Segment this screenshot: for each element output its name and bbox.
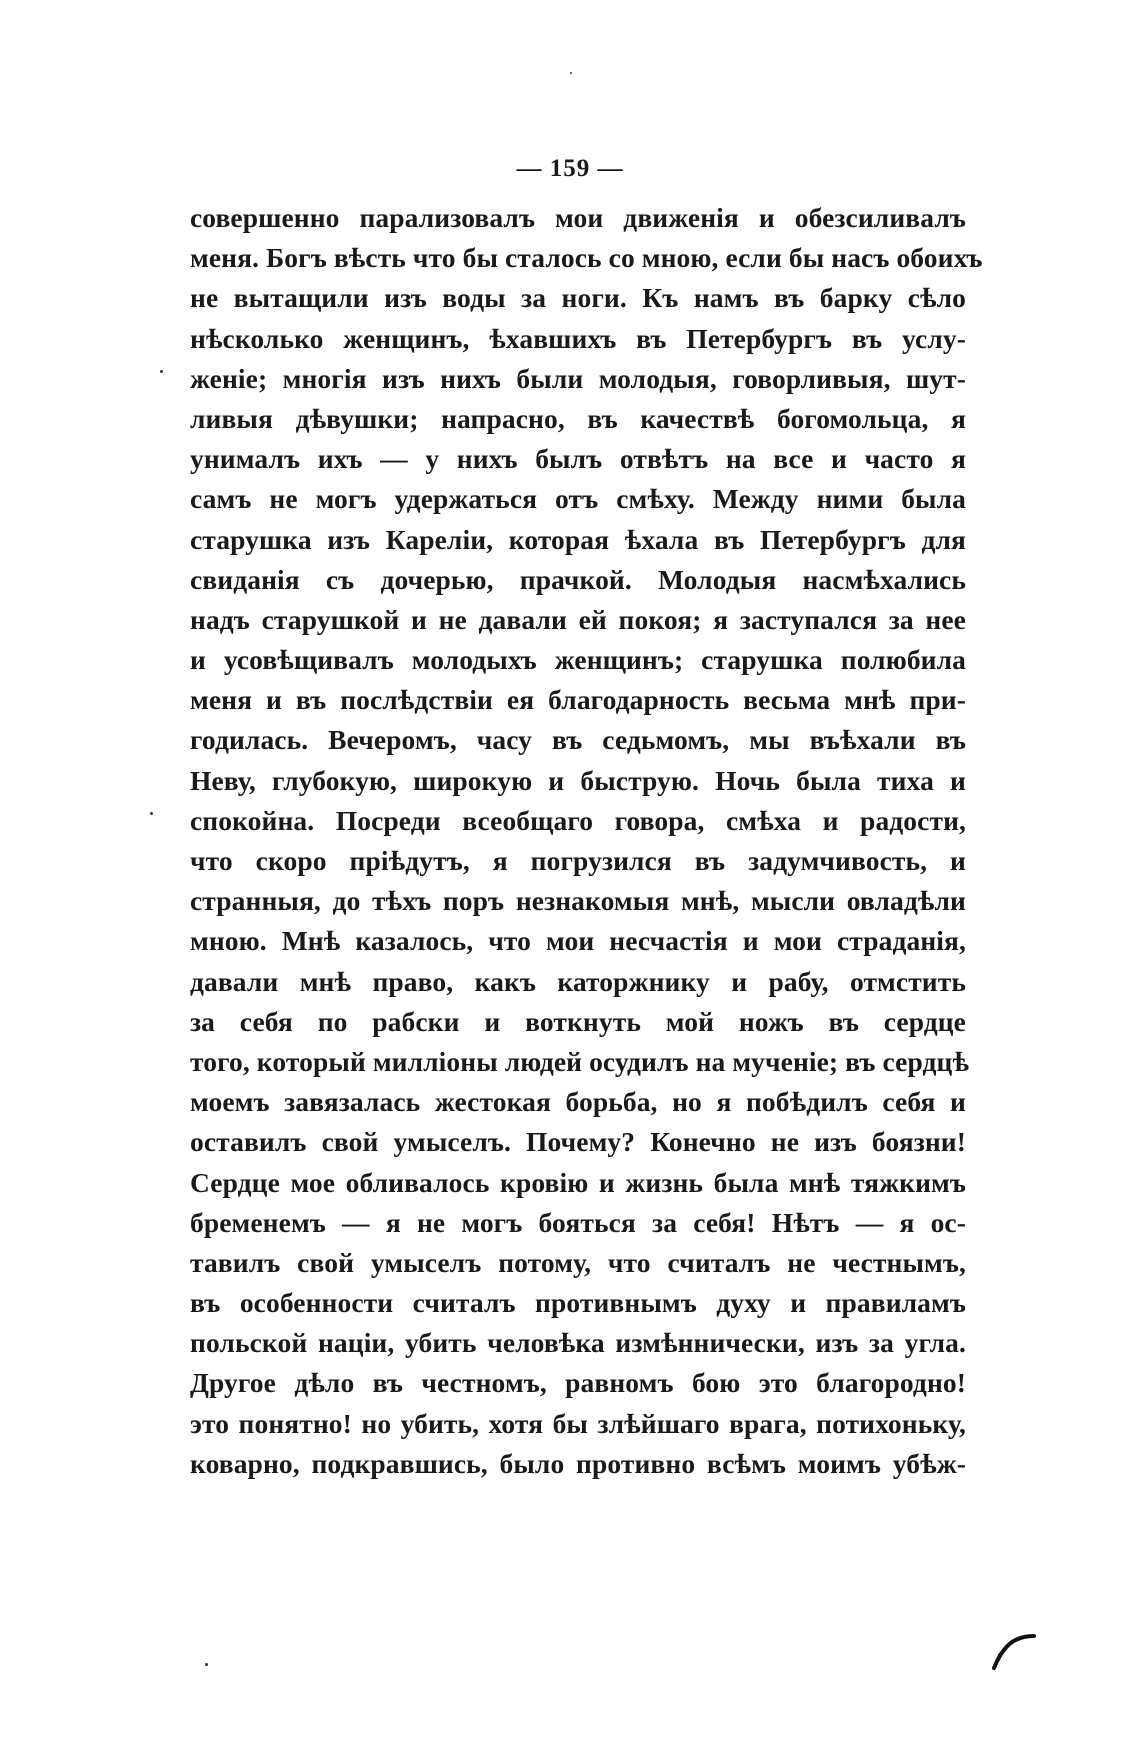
text-line: Неву, глубокую, широкую и быструю. Ночь была тиха и bbox=[190, 764, 966, 796]
text-line: годилась. Вечеромъ, часу въ седьмомъ, мы въѣхали въ bbox=[190, 724, 966, 756]
text-line: Другое дѣло въ честномъ, равномъ бою это благородно! bbox=[190, 1367, 966, 1399]
text-line: самъ не могъ удержаться отъ смѣху. Между ними была bbox=[190, 483, 966, 515]
text-line: не вытащили изъ воды за ноги. Къ намъ въ барку сѣло bbox=[190, 282, 966, 314]
text-line: старушка изъ Кареліи, которая ѣхала въ Петербургъ для bbox=[190, 523, 966, 555]
body-text bbox=[190, 198, 983, 1484]
text-line: и усовѣщивалъ молодыхъ женщинъ; старушка полюбила bbox=[190, 644, 966, 676]
text-line: ливыя дѣвушки; напрасно, въ качествѣ богомольца, я bbox=[190, 402, 966, 434]
text-line: спокойна. Посреди всеобщаго говора, смѣха и радости, bbox=[190, 804, 966, 836]
text-line: женіе; многія изъ нихъ были молодыя, говорливыя, шут- bbox=[190, 362, 966, 394]
scan-speck bbox=[150, 812, 153, 815]
text-line: меня. Богъ вѣсть что бы сталось со мною, если бы насъ обоихъ bbox=[190, 242, 983, 274]
text-line: мною. Мнѣ казалось, что мои несчастія и мои страданія, bbox=[190, 925, 966, 957]
text-line: коварно, подкравшись, было противно всѣмъ моимъ убѣж- bbox=[190, 1447, 966, 1479]
text-line: странныя, до тѣхъ поръ незнакомыя мнѣ, мысли овладѣли bbox=[190, 885, 966, 917]
text-line: оставилъ свой умыселъ. Почему? Конечно не изъ боязни! bbox=[190, 1126, 966, 1158]
text-line: за себя по рабски и воткнуть мой ножъ въ сердце bbox=[190, 1005, 966, 1037]
text-line: свиданія съ дочерью, прачкой. Молодыя насмѣхались bbox=[190, 563, 966, 595]
text-line: меня и въ послѣдствіи ея благодарность весьма мнѣ при- bbox=[190, 684, 966, 716]
text-line: того, который милліоны людей осудилъ на мученіе; въ сердцѣ bbox=[190, 1045, 970, 1077]
text-line: совершенно парализовалъ мои движенія и обезсиливалъ bbox=[190, 202, 966, 233]
text-line: моемъ завязалась жестокая борьба, но я побѣдилъ себя и bbox=[190, 1086, 966, 1118]
text-line: давали мнѣ право, какъ каторжнику и рабу, отмстить bbox=[190, 965, 966, 997]
text-line: нѣсколько женщинъ, ѣхавшихъ въ Петербургъ въ услу- bbox=[190, 322, 966, 354]
scan-speck bbox=[160, 370, 163, 373]
pen-mark-icon bbox=[990, 1630, 1038, 1672]
scan-speck bbox=[570, 72, 572, 74]
scan-speck bbox=[205, 1663, 208, 1666]
page-number: — 159 — bbox=[516, 155, 624, 182]
text-line: это понятно! но убить, хотя бы злѣйшаго врага, потихоньку, bbox=[190, 1407, 966, 1439]
text-line: въ особенности считалъ противнымъ духу и правиламъ bbox=[190, 1287, 966, 1319]
text-line: тавилъ свой умыселъ потому, что считалъ не честнымъ, bbox=[190, 1246, 966, 1278]
text-line: Сердце мое обливалось кровію и жизнь была мнѣ тяжкимъ bbox=[190, 1166, 966, 1198]
text-line: унималъ ихъ — у нихъ былъ отвѣтъ на все и часто я bbox=[190, 443, 966, 475]
text-line: что скоро пріѣдутъ, я погрузился въ задумчивость, и bbox=[190, 845, 966, 876]
text-line: польской націи, убить человѣка измѣннически, изъ за угла. bbox=[190, 1327, 966, 1359]
text-line: надъ старушкой и не давали ей покоя; я заступался за нее bbox=[190, 603, 966, 635]
text-line: бременемъ — я не могъ бояться за себя! Нѣтъ — я ос- bbox=[190, 1206, 966, 1238]
